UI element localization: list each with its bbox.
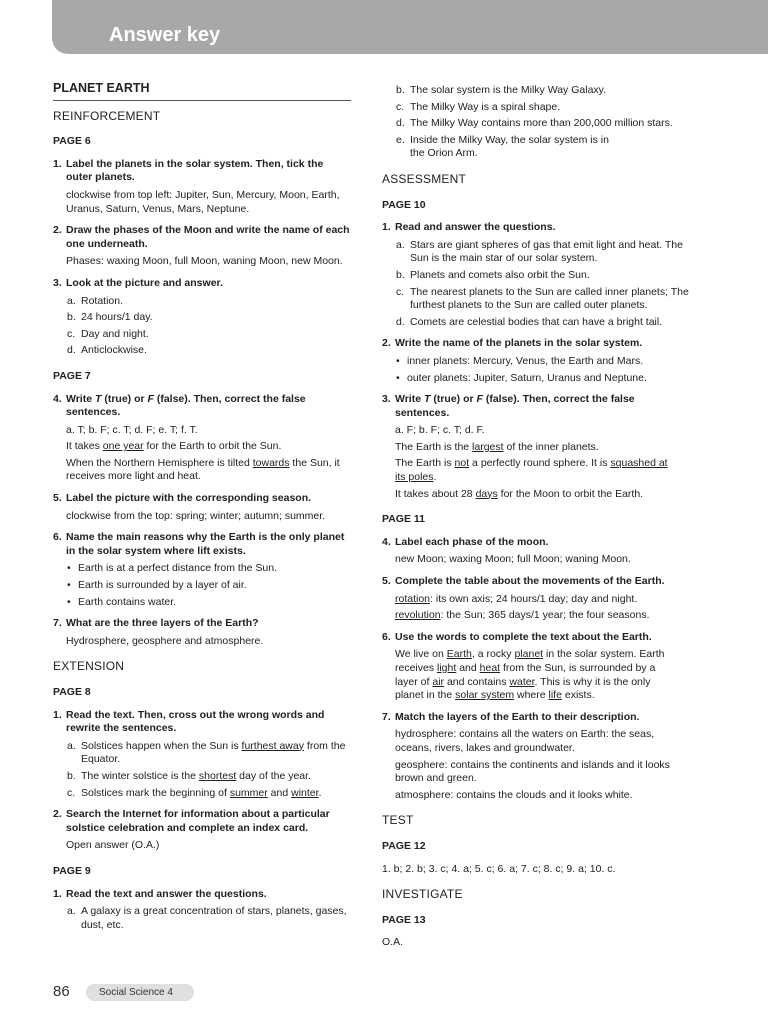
assessment-answer-1c: c. The nearest planets to the Sun are called inner planets; The furthest planets to the Sun are called outer planets.	[396, 285, 689, 312]
extension-question-1: 1. Read the text. Then, cross out the wrong words and rewrite the sentences.	[53, 708, 325, 735]
right-column	[382, 84, 712, 950]
question-1: 1. Label the planets in the solar system. Then, tick the outer planets.	[53, 157, 324, 184]
header-bar	[52, 0, 768, 54]
answer-5: clockwise from the top: spring; winter; autumn; summer.	[66, 509, 326, 522]
answer-1: clockwise from top left: Jupiter, Sun, Mercury, Moon, Earth, Uranus, Saturn, Venus, Mars, Neptune.	[66, 188, 340, 215]
extension-answer-1a: a. Solstices happen when the Sun is furthest away from the Equator.	[67, 739, 346, 766]
page9-answer-c: c. The Milky Way is a spiral shape.	[396, 100, 561, 113]
page9-question-1: 1. Read the text and answer the questions.	[53, 887, 267, 900]
page-heading-13: PAGE 13	[382, 913, 426, 926]
assessment-question-6: 6. Use the words to complete the text about the Earth.	[382, 630, 652, 643]
assessment-answer-3-correction-1: The Earth is the largest of the inner planets.	[395, 440, 599, 453]
answer-4-key: a. T; b. F; c. T; d. F; e. T; f. T.	[66, 423, 198, 436]
section-investigate: INVESTIGATE	[382, 887, 463, 902]
assessment-answer-3-correction-2: The Earth is not a perfectly round sphere. It is squashed at its poles.	[395, 457, 668, 484]
page9-answer-d: d. The Milky Way contains more than 200,000 million stars.	[396, 117, 673, 130]
assessment-question-1: 1. Read and answer the questions.	[382, 221, 556, 234]
answer-3c: c. Day and night.	[67, 327, 149, 340]
page9-answer-a: a. A galaxy is a great concentration of stars, planets, gases, dust, etc.	[67, 905, 347, 931]
answer-6-bullet-2: • Earth is surrounded by a layer of air.	[67, 579, 247, 592]
assessment-question-3: 3. Write T (true) or F (false). Then, correct the false sentences.	[382, 393, 635, 419]
assessment-answer-4: new Moon; waxing Moon; full Moon; waning Moon.	[395, 553, 631, 566]
extension-answer-2: Open answer (O.A.)	[66, 839, 160, 852]
assessment-answer-1d: d. Comets are celestial bodies that can have a bright tail.	[396, 315, 663, 328]
page-heading-7: PAGE 7	[53, 369, 91, 382]
test-answers: 1. b; 2. b; 3. c; 4. a; 5. c; 6. a; 7. c; 8. c; 9. a; 10. c.	[382, 862, 616, 875]
assessment-answer-7-atmosphere: atmosphere: contains the clouds and it looks white.	[395, 788, 633, 801]
question-7: 7. What are the three layers of the Earth?	[53, 617, 259, 630]
assessment-question-7: 7. Match the layers of the Earth to their description.	[382, 710, 640, 723]
assessment-answer-5-revolution: revolution: the Sun; 365 days/1 year; the four seasons.	[395, 609, 650, 622]
answer-6-bullet-1: • Earth is at a perfect distance from the Sun.	[67, 562, 278, 575]
assessment-answer-6: We live on Earth, a rocky planet in the solar system. Earth receives light and heat from the Sun, is surrounded by a layer of air and contains water. This is why it is the only planet in the solar system where life exists.	[395, 648, 665, 702]
assessment-answer-2-bullet-1: • inner planets: Mercury, Venus, the Earth and Mars.	[396, 354, 644, 367]
section-extension: EXTENSION	[53, 659, 125, 674]
section-test: TEST	[382, 813, 414, 828]
unit-title: PLANET EARTH	[53, 82, 351, 101]
page-heading-10: PAGE 10	[382, 198, 426, 211]
question-3: 3. Look at the picture and answer.	[53, 276, 223, 289]
page-number: 86	[53, 983, 70, 1000]
answer-3a: a. Rotation.	[67, 294, 124, 307]
answer-4-correction-1: It takes one year for the Earth to orbit the Sun.	[66, 440, 282, 453]
answer-2: Phases: waxing Moon, full Moon, waning Moon, new Moon.	[66, 255, 343, 268]
question-5: 5. Label the picture with the corresponding season.	[53, 492, 312, 505]
extension-question-2: 2. Search the Internet for information about a particular solstice celebration and complete an index card.	[53, 808, 330, 834]
question-4: 4. Write T (true) or F (false). Then, correct the false sentences.	[53, 392, 306, 419]
assessment-answer-7-geosphere: geosphere: contains the continents and islands and it looks brown and green.	[395, 758, 670, 785]
answer-3d: d. Anticlockwise.	[67, 344, 147, 357]
assessment-answer-2-bullet-2: • outer planets: Jupiter, Saturn, Uranus and Neptune.	[396, 371, 647, 384]
left-column	[53, 82, 351, 935]
extension-answer-1b: b. The winter solstice is the shortest day of the year.	[67, 769, 311, 782]
assessment-question-5: 5. Complete the table about the movements of the Earth.	[382, 575, 665, 588]
assessment-answer-5-rotation: rotation: its own axis; 24 hours/1 day; day and night.	[395, 592, 638, 605]
answer-4-correction-2: When the Northern Hemisphere is tilted towards the Sun, it receives more light and heat.	[66, 456, 340, 483]
page9-answer-e: e. Inside the Milky Way, the solar system is in the Orion Arm.	[396, 133, 609, 160]
page-heading-11: PAGE 11	[382, 513, 425, 526]
question-6: 6. Name the main reasons why the Earth is the only planet in the solar system where lift exists.	[53, 531, 345, 557]
section-reinforcement: REINFORCEMENT	[53, 108, 161, 123]
assessment-answer-7-hydrosphere: hydrosphere: contains all the waters on Earth: the seas, oceans, rivers, lakes and groundwater.	[395, 728, 655, 754]
extension-answer-1c: c. Solstices mark the beginning of summer and winter.	[67, 786, 322, 799]
question-2: 2. Draw the phases of the Moon and write the name of each one underneath.	[53, 224, 350, 250]
page-heading-6: PAGE 6	[53, 135, 91, 148]
section-assessment: ASSESSMENT	[382, 171, 467, 186]
answer-3b: b. 24 hours/1 day.	[67, 311, 153, 324]
assessment-question-4: 4. Label each phase of the moon.	[382, 535, 549, 548]
assessment-answer-3-correction-3: It takes about 28 days for the Moon to orbit the Earth.	[395, 487, 644, 500]
assessment-answer-1a: a. Stars are giant spheres of gas that emit light and heat. The Sun is the main star of our solar system.	[396, 238, 683, 265]
book-title-badge: Social Science 4	[86, 984, 194, 1001]
investigate-answer: O.A.	[382, 936, 404, 949]
answer-7: Hydrosphere, geosphere and atmosphere.	[66, 634, 264, 647]
page-heading-12: PAGE 12	[382, 839, 426, 852]
page-heading-9: PAGE 9	[53, 864, 91, 877]
page9-answer-b: b. The solar system is the Milky Way Galaxy.	[396, 84, 607, 96]
page-heading-8: PAGE 8	[53, 686, 91, 698]
answer-6-bullet-3: • Earth contains water.	[67, 595, 177, 608]
assessment-answer-1b: b. Planets and comets also orbit the Sun.	[396, 268, 590, 281]
page-title: Answer key	[109, 24, 221, 46]
assessment-answer-3-key: a. F; b. F; c. T; d. F.	[395, 424, 485, 437]
assessment-question-2: 2. Write the name of the planets in the solar system.	[382, 337, 643, 350]
